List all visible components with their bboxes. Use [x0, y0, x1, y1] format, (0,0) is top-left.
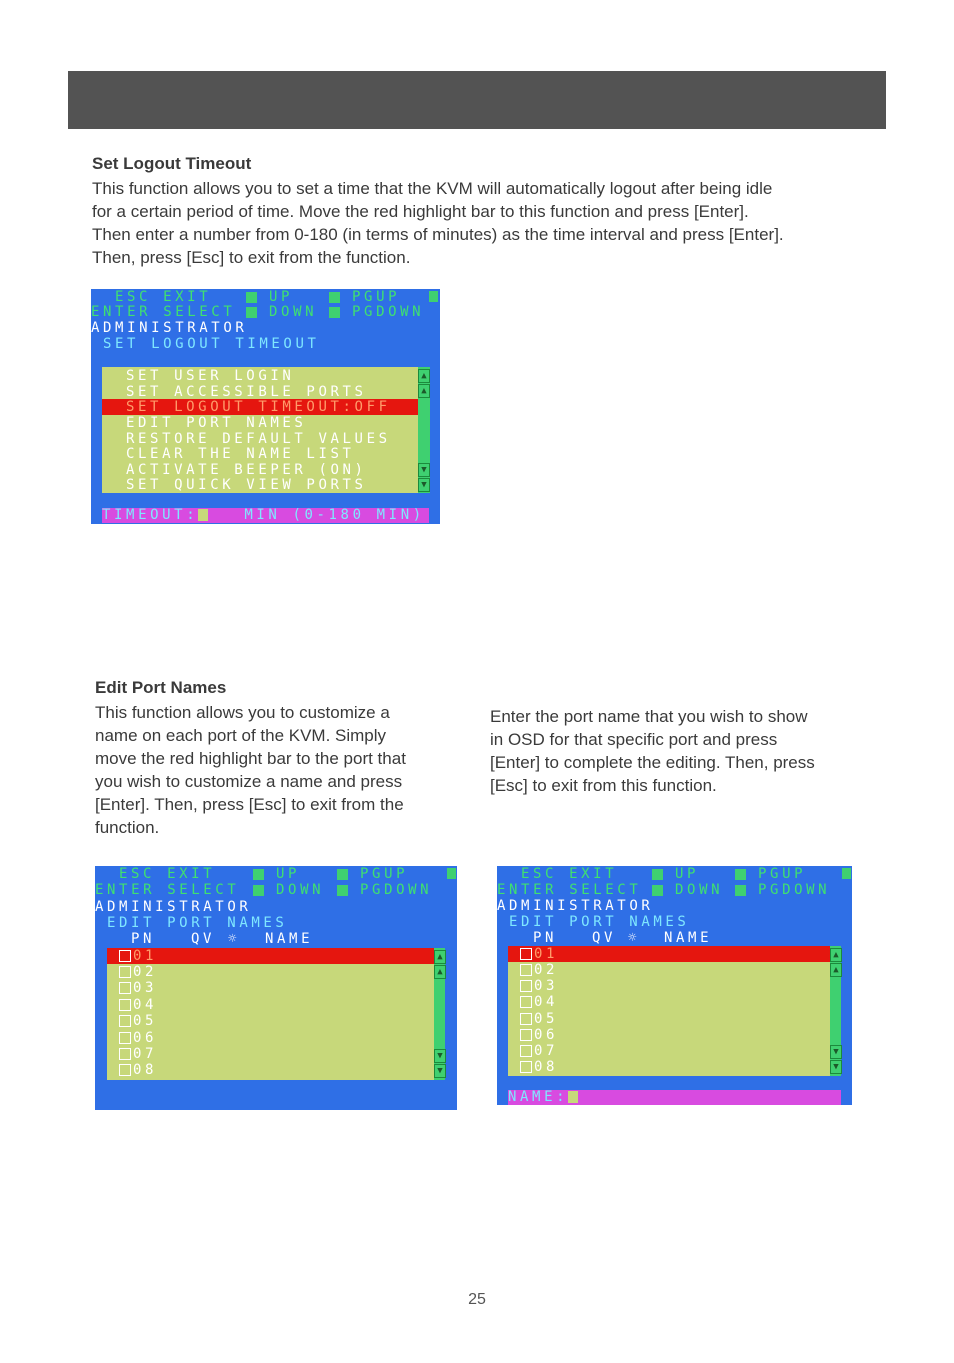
osd-action-exit: EXIT: [569, 866, 618, 882]
port-icon: [520, 1013, 532, 1025]
section-title-edit: Edit Port Names: [95, 678, 227, 697]
input-cursor[interactable]: [568, 1091, 578, 1103]
osd-label-up: UP: [269, 289, 294, 305]
text-line: [Enter] to complete the editing. Then, press: [490, 753, 815, 772]
text-line: This function allows you to set a time that the KVM will automatically logout after being idle: [92, 179, 773, 198]
port-icon: [119, 950, 131, 962]
osd-action-exit: EXIT: [163, 289, 212, 305]
osd-screen-title: EDIT PORT NAMES: [107, 915, 288, 931]
osd-status-label: TIMEOUT:: [102, 507, 199, 523]
port-icon: [520, 948, 532, 960]
down-arrow-icon: [253, 885, 264, 896]
osd-col-qv: QV: [592, 930, 617, 946]
osd-user: ADMINISTRATOR: [91, 320, 248, 336]
osd-name-input-bar[interactable]: [508, 1090, 841, 1105]
sun-icon: ☼: [628, 930, 641, 946]
osd-label-up: UP: [276, 866, 301, 882]
pgup-icon: [337, 869, 348, 880]
corner-icon: [842, 868, 851, 879]
up-arrow-icon: [652, 869, 663, 880]
osd-menu-item[interactable]: CLEAR THE NAME LIST: [126, 446, 355, 462]
pgdown-icon: [337, 885, 348, 896]
osd-key-enter: ENTER: [95, 882, 156, 898]
pgdown-icon: [329, 307, 340, 318]
osd-menu-item[interactable]: RESTORE DEFAULT VALUES: [126, 431, 391, 447]
osd-label-pgup: PGUP: [352, 289, 401, 305]
text-line: Then, press [Esc] to exit from the function.: [92, 248, 411, 267]
down-arrow-icon: [246, 307, 257, 318]
osd-screenshot-logout: [91, 289, 440, 524]
osd-label-pgdown: PGDOWN: [758, 882, 831, 898]
osd-status-unit: MIN (0-180 MIN): [244, 507, 425, 523]
osd-action-exit: EXIT: [167, 866, 216, 882]
up-arrow-icon: [253, 869, 264, 880]
text-line: name on each port of the KVM. Simply: [95, 726, 387, 745]
osd-screen-title: EDIT PORT NAMES: [509, 914, 690, 930]
scroll-up-icon[interactable]: ▲: [830, 948, 842, 962]
text-line: Enter the port name that you wish to show: [490, 707, 808, 726]
osd-user: ADMINISTRATOR: [497, 898, 654, 914]
scroll-up-icon[interactable]: ▲: [418, 369, 430, 383]
osd-label-pgup: PGUP: [360, 866, 409, 882]
corner-icon: [429, 291, 438, 302]
osd-key-esc: ESC: [521, 866, 558, 882]
port-row[interactable]: 03: [119, 980, 157, 996]
osd-label-pgdown: PGDOWN: [360, 882, 433, 898]
osd-menu-item[interactable]: EDIT PORT NAMES: [126, 415, 307, 431]
text-line: [Esc] to exit from this function.: [490, 776, 717, 795]
osd-port-list: [107, 948, 445, 1080]
text-line: in OSD for that specific port and press: [490, 730, 778, 749]
osd-col-pn: PN: [533, 930, 558, 946]
osd-key-esc: ESC: [119, 866, 156, 882]
text-line: [Enter]. Then, press [Esc] to exit from the: [95, 795, 404, 814]
port-row[interactable]: 04: [119, 997, 157, 1013]
osd-label-pgdown: PGDOWN: [352, 304, 425, 320]
text-line: move the red highlight bar to the port that: [95, 749, 406, 768]
scroll-down-icon[interactable]: ▼: [434, 1049, 446, 1063]
osd-user: ADMINISTRATOR: [95, 899, 252, 915]
osd-label-down: DOWN: [276, 882, 325, 898]
text-line: for a certain period of time. Move the red highlight bar to this function and press [Enter].: [92, 202, 749, 221]
scroll-down-icon[interactable]: ▼: [830, 1045, 842, 1059]
port-row[interactable]: 07: [520, 1043, 558, 1059]
text-line: you wish to customize a name and press: [95, 772, 403, 791]
osd-label-up: UP: [675, 866, 700, 882]
corner-icon: [447, 868, 456, 879]
osd-action-select: SELECT: [163, 304, 236, 320]
port-icon: [119, 1048, 131, 1060]
osd-col-qv: QV: [191, 931, 216, 947]
port-row[interactable]: 07: [119, 1046, 157, 1062]
osd-menu-item[interactable]: SET ACCESSIBLE PORTS: [126, 384, 367, 400]
osd-action-select: SELECT: [569, 882, 642, 898]
port-row[interactable]: 06: [119, 1030, 157, 1046]
osd-label-down: DOWN: [269, 304, 318, 320]
port-row[interactable]: 03: [520, 978, 558, 994]
port-icon: [520, 1029, 532, 1041]
osd-name-label: NAME:: [508, 1089, 569, 1105]
header-bar: [68, 71, 886, 129]
osd-screenshot-edit-name: [497, 866, 852, 1105]
scroll-up-icon[interactable]: ▲: [830, 963, 842, 977]
up-arrow-icon: [246, 292, 257, 303]
port-icon: [119, 1064, 131, 1076]
osd-menu-item[interactable]: ACTIVATE BEEPER (ON): [126, 462, 367, 478]
port-row[interactable]: 02: [119, 964, 157, 980]
osd-key-esc: ESC: [115, 289, 152, 305]
osd-key-enter: ENTER: [497, 882, 558, 898]
scroll-down-icon[interactable]: ▼: [434, 1064, 446, 1078]
osd-key-enter: ENTER: [91, 304, 152, 320]
input-cursor[interactable]: [198, 509, 208, 521]
scroll-up-icon[interactable]: ▲: [418, 384, 430, 398]
osd-col-pn: PN: [131, 931, 156, 947]
port-row[interactable]: 02: [520, 962, 558, 978]
port-row-selected[interactable]: 01: [520, 946, 558, 962]
sun-icon: ☼: [228, 931, 241, 947]
port-icon: [119, 1015, 131, 1027]
osd-menu-item[interactable]: SET USER LOGIN: [126, 368, 295, 384]
osd-help-row-1: [115, 289, 211, 305]
pgup-icon: [735, 869, 746, 880]
port-row[interactable]: 05: [119, 1013, 157, 1029]
port-row-selected[interactable]: 01: [119, 948, 157, 964]
osd-col-name: NAME: [664, 930, 713, 946]
osd-menu-item[interactable]: SET QUICK VIEW PORTS: [126, 477, 367, 493]
scroll-up-icon[interactable]: ▲: [434, 965, 446, 979]
port-row[interactable]: 06: [520, 1027, 558, 1043]
pgdown-icon: [735, 885, 746, 896]
osd-label-down: DOWN: [675, 882, 724, 898]
scroll-down-icon[interactable]: ▼: [830, 1060, 842, 1074]
port-icon: [119, 999, 131, 1011]
edit-description-right: [490, 705, 860, 797]
port-icon: [520, 964, 532, 976]
port-icon: [520, 996, 532, 1008]
text-line: function.: [95, 818, 160, 837]
osd-menu-item-selected[interactable]: SET LOGOUT TIMEOUT:OFF: [126, 399, 391, 415]
port-icon: [520, 1061, 532, 1073]
port-icon: [119, 966, 131, 978]
down-arrow-icon: [652, 885, 663, 896]
logout-description: [92, 177, 892, 269]
scroll-up-icon[interactable]: ▲: [434, 950, 446, 964]
osd-col-name: NAME: [265, 931, 314, 947]
text-line: Then enter a number from 0-180 (in terms of minutes) as the time interval and press [Enter].: [92, 225, 784, 244]
osd-label-pgup: PGUP: [758, 866, 807, 882]
section-title-logout: Set Logout Timeout: [92, 154, 252, 173]
osd-screen-title: SET LOGOUT TIMEOUT: [103, 336, 320, 352]
osd-screenshot-edit-list: [95, 866, 457, 1110]
port-row[interactable]: 04: [520, 994, 558, 1010]
port-icon: [520, 1045, 532, 1057]
text-line: This function allows you to customize a: [95, 703, 390, 722]
port-row[interactable]: 08: [520, 1059, 558, 1075]
osd-status-bar: [102, 508, 429, 523]
page-number: 25: [468, 1291, 486, 1308]
port-icon: [119, 1032, 131, 1044]
port-icon: [119, 982, 131, 994]
pgup-icon: [329, 292, 340, 303]
scroll-down-icon[interactable]: ▼: [418, 478, 430, 492]
osd-action-select: SELECT: [167, 882, 240, 898]
port-icon: [520, 980, 532, 992]
port-row[interactable]: 05: [520, 1011, 558, 1027]
edit-description-left: [95, 701, 455, 839]
port-row[interactable]: 08: [119, 1062, 157, 1078]
scroll-down-icon[interactable]: ▼: [418, 463, 430, 477]
